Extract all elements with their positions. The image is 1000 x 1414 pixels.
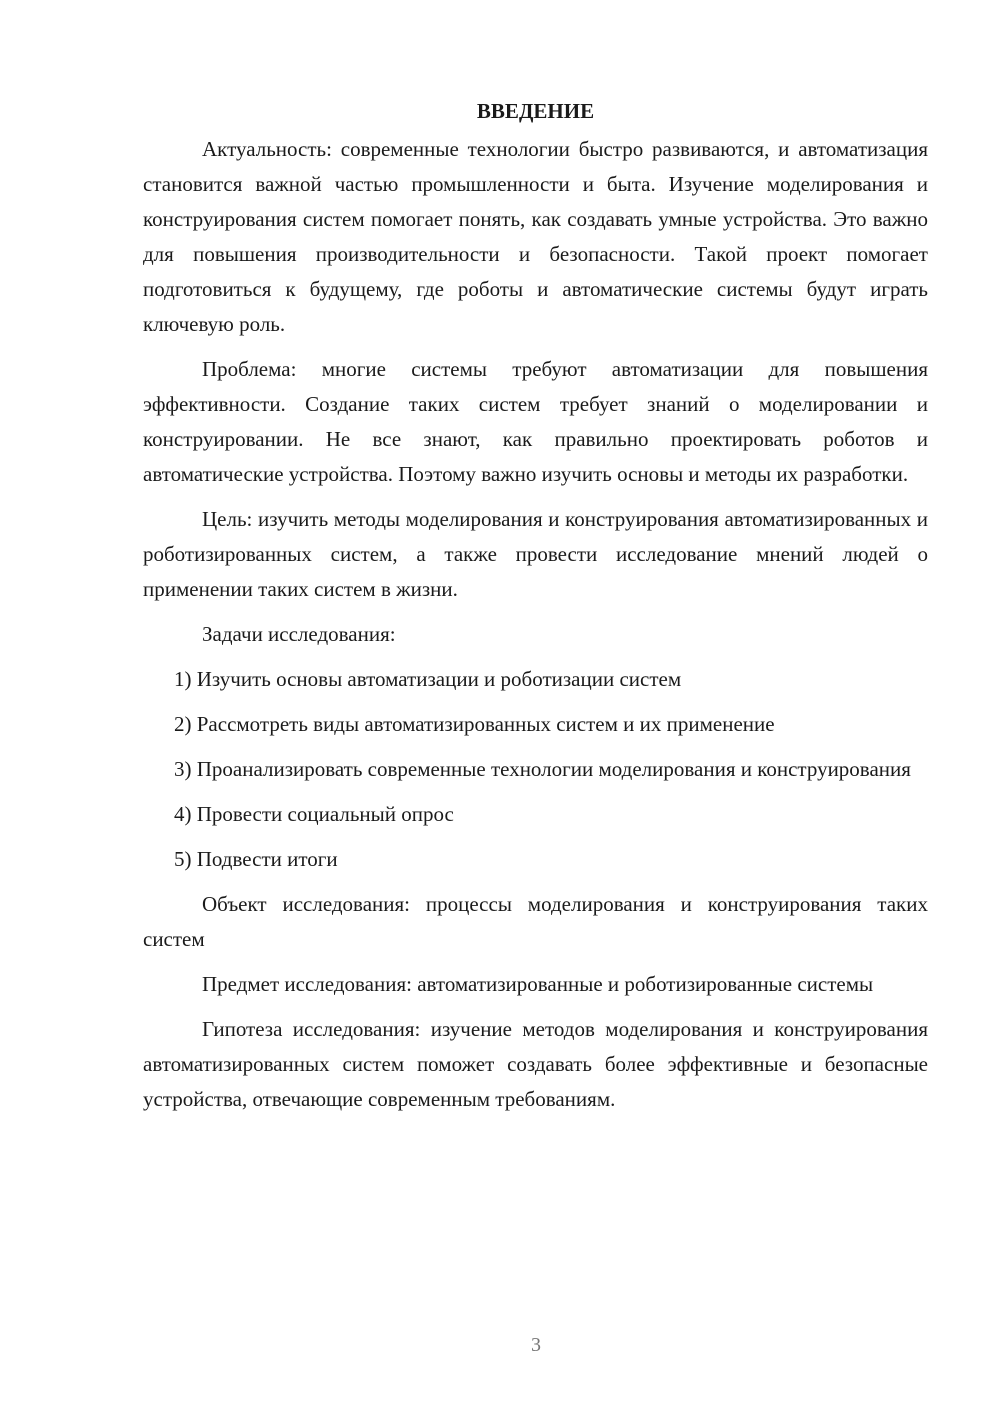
- page-number: 3: [531, 1334, 541, 1356]
- task-item-4: 4) Провести социальный опрос: [174, 802, 454, 826]
- tasks-title: Задачи исследования:: [202, 622, 396, 646]
- section-heading: ВВЕДЕНИЕ: [476, 99, 595, 123]
- paragraph-hypothesis: Гипотеза исследования: изучение методов моделирования и конструирования автоматизированных систем поможет создавать более эффективные и безопасные устройства, отвечающие современным требованиям.: [143, 1017, 928, 1111]
- paragraph-relevance: Актуальность: современные технологии быстро развиваются, и автоматизация становится важной частью промышленности и быта. Изучение моделирования и конструирования систем помогает понять, как создавать умные устройства. Это важно для повышения производительности и безопасности. Такой проект помогает подготовиться к будущему, где роботы и автоматические системы будут играть ключевую роль.: [143, 137, 928, 336]
- task-item-2: 2) Рассмотреть виды автоматизированных систем и их применение: [174, 712, 775, 736]
- document-page: [143, 96, 928, 1117]
- task-item-1: 1) Изучить основы автоматизации и роботизации систем: [174, 667, 682, 691]
- paragraph-goal: Цель: изучить методы моделирования и конструирования автоматизированных и роботизированных систем, а также провести исследование мнений людей о применении таких систем в жизни.: [143, 507, 928, 601]
- paragraph-object: Объект исследования: процессы моделирования и конструирования таких систем: [143, 892, 928, 951]
- paragraph-problem: Проблема: многие системы требуют автоматизации для повышения эффективности. Создание таких систем требует знаний о моделировании и конструировании. Не все знают, как правильно проектировать роботов и автоматические устройства. Поэтому важно изучить основы и методы их разработки.: [143, 357, 928, 486]
- paragraph-subject: Предмет исследования: автоматизированные и роботизированные системы: [202, 972, 874, 996]
- task-item-3: 3) Проанализировать современные технологии моделирования и конструирования: [174, 757, 911, 781]
- task-item-5: 5) Подвести итоги: [174, 847, 338, 871]
